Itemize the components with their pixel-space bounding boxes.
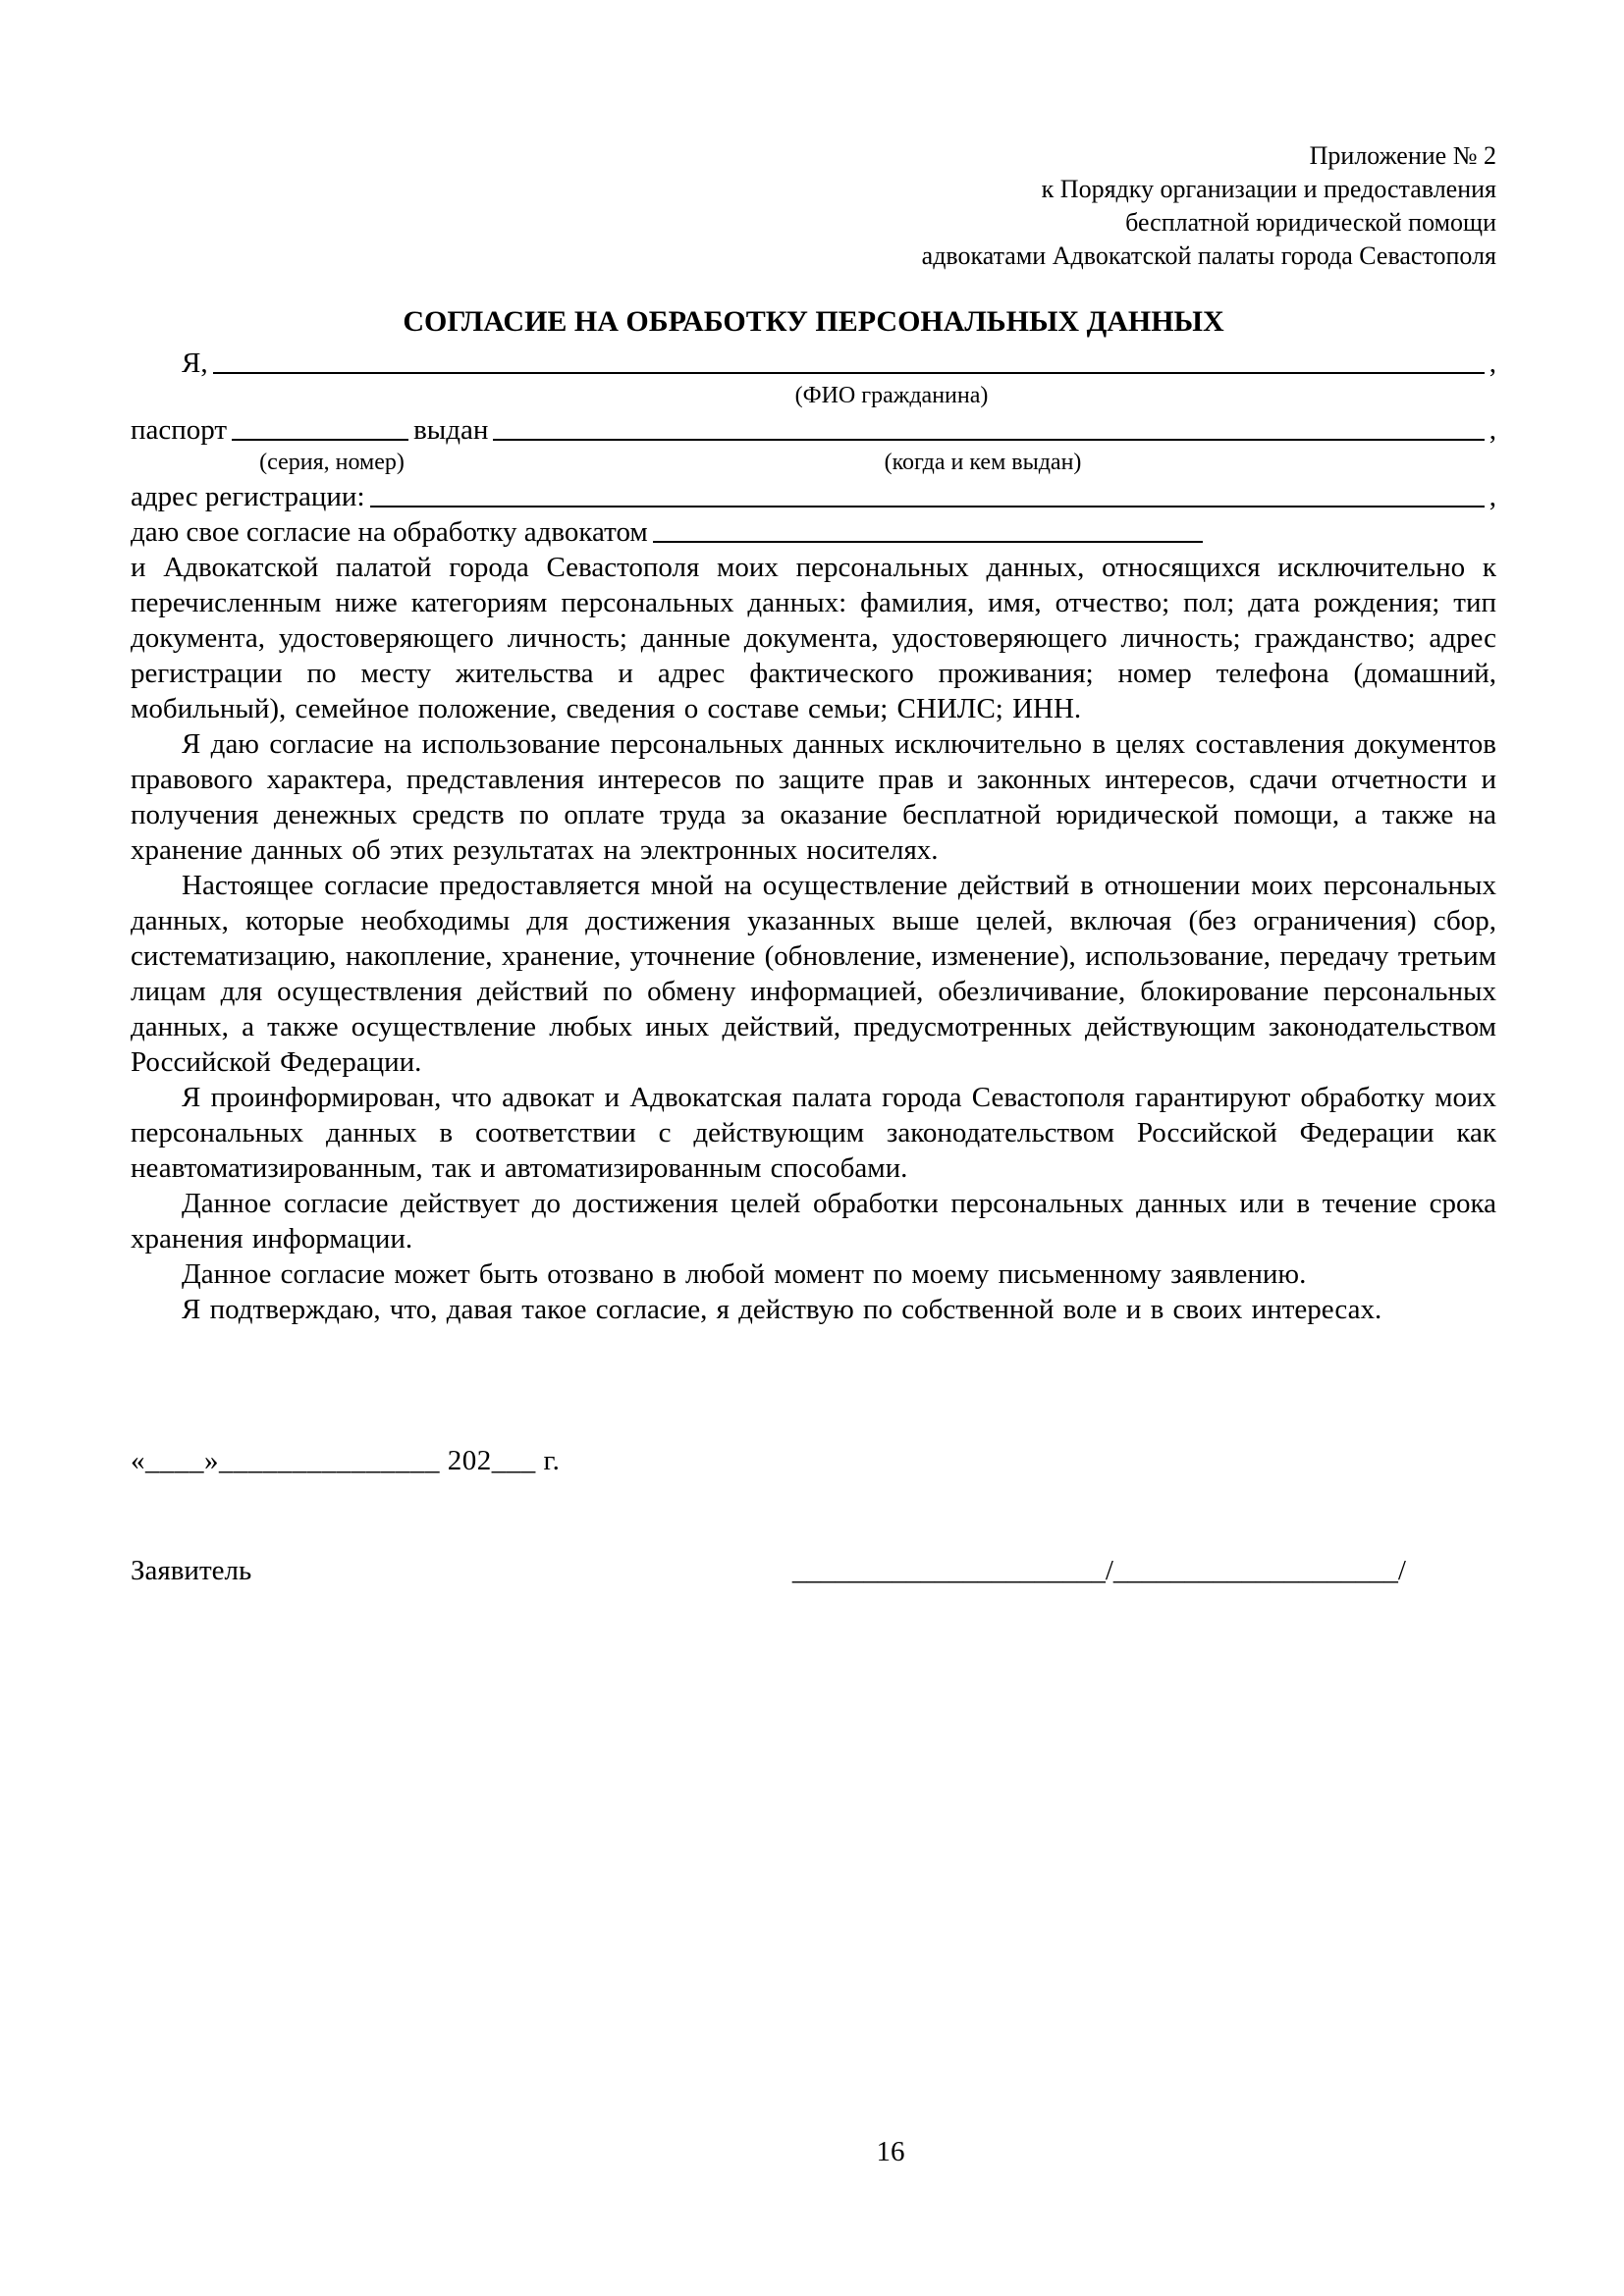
passport-issued-caption: (когда и кем выдан) xyxy=(884,450,1082,475)
fio-row xyxy=(131,346,1496,381)
header-block xyxy=(131,139,1496,273)
signature-row xyxy=(131,1553,1496,1588)
header-line-chamber: адвокатами Адвокатской палаты города Севастополя xyxy=(921,241,1496,270)
paragraph-categories: и Адвокатской палатой города Севастополя моих персональных данных, относящихся исключительно к перечисленным ниже категориям персональных данных: фамилия, имя, отчество; пол; дата рождения; тип документа, удостоверяющего личность; данные документа, удостоверяющего личность; гражданство; адрес регистрации по месту жительства и адрес фактического проживания; номер телефона (домашний, мобильный), семейное положение, сведения о составе семьи; СНИЛС; ИНН. xyxy=(131,552,1496,724)
signature-blank-line: ______________________/____________________/ xyxy=(791,1555,1406,1586)
address-label: адрес регистрации: xyxy=(131,481,365,512)
fio-caption: (ФИО гражданина) xyxy=(794,383,989,408)
paragraph-validity: Данное согласие действует до достижения целей обработки персональных данных или в течение срока хранения информации. xyxy=(131,1188,1496,1255)
passport-issued-blank-line xyxy=(493,437,1484,441)
passport-label: паспорт xyxy=(131,414,228,446)
document-title: СОГЛАСИЕ НА ОБРАБОТКУ ПЕРСОНАЛЬНЫХ ДАННЫХ xyxy=(403,305,1224,338)
advocate-name-blank-line xyxy=(653,539,1203,543)
address-blank-line xyxy=(370,504,1485,507)
paragraph-free-will: Я подтверждаю, что, давая такое согласие, я действую по собственной воле и в своих интересах. xyxy=(182,1294,1382,1325)
passport-row xyxy=(131,412,1496,448)
fio-caption-row xyxy=(131,381,1496,412)
consent-lead-row xyxy=(131,514,1496,550)
fio-trailing-comma: , xyxy=(1489,347,1496,379)
passport-caption-row xyxy=(131,448,1496,479)
signature-label: Заявитель xyxy=(131,1555,252,1586)
paragraph-revocation: Данное согласие может быть отозвано в любой момент по моему письменному заявлению. xyxy=(182,1258,1307,1290)
header-line-aid: бесплатной юридической помощи xyxy=(1125,208,1496,237)
header-line-order: к Порядку организации и предоставления xyxy=(1041,175,1496,203)
header-line-annex: Приложение № 2 xyxy=(1309,141,1496,170)
page-number: 16 xyxy=(876,2136,905,2167)
date-line: «____»_______________ 202___ г. xyxy=(131,1445,561,1476)
fio-blank-line xyxy=(213,370,1485,374)
consent-lead-label: даю свое согласие на обработку адвокатом xyxy=(131,516,648,548)
paragraph-purposes: Я даю согласие на использование персональных данных исключительно в целях составления документов правового характера, представления интересов по защите прав и законных интересов, сдачи отчетности и получения денежных средств по оплате труда за оказание бесплатной юридической помощи, а также на хранение данных об этих результатах на электронных носителях. xyxy=(131,728,1496,866)
passport-series-blank-line xyxy=(232,437,408,441)
passport-series-caption: (серия, номер) xyxy=(259,450,405,475)
paragraph-actions: Настоящее согласие предоставляется мной на осуществление действий в отношении моих персональных данных, которые необходимы для достижения указанных выше целей, включая (без ограничения) сбор, систематизацию, накопление, хранение, уточнение (обновление, изменение), использование, передачу третьим лицам для осуществления действий по обмену информацией, обезличивание, блокирование персональных данных, а также осуществление любых иных действий, предусмотренных действующим законодательством Российской Федерации. xyxy=(131,870,1496,1078)
address-row xyxy=(131,479,1496,514)
passport-trailing-comma: , xyxy=(1489,414,1496,446)
fio-label: Я, xyxy=(182,347,208,379)
passport-issued-label: выдан xyxy=(413,414,489,446)
paragraph-informed: Я проинформирован, что адвокат и Адвокатская палата города Севастополя гарантируют обработку моих персональных данных в соответствии с действующим законодательством Российской Федерации как неавтоматизированным, так и автоматизированным способами. xyxy=(131,1082,1496,1184)
address-trailing-comma: , xyxy=(1489,481,1496,512)
